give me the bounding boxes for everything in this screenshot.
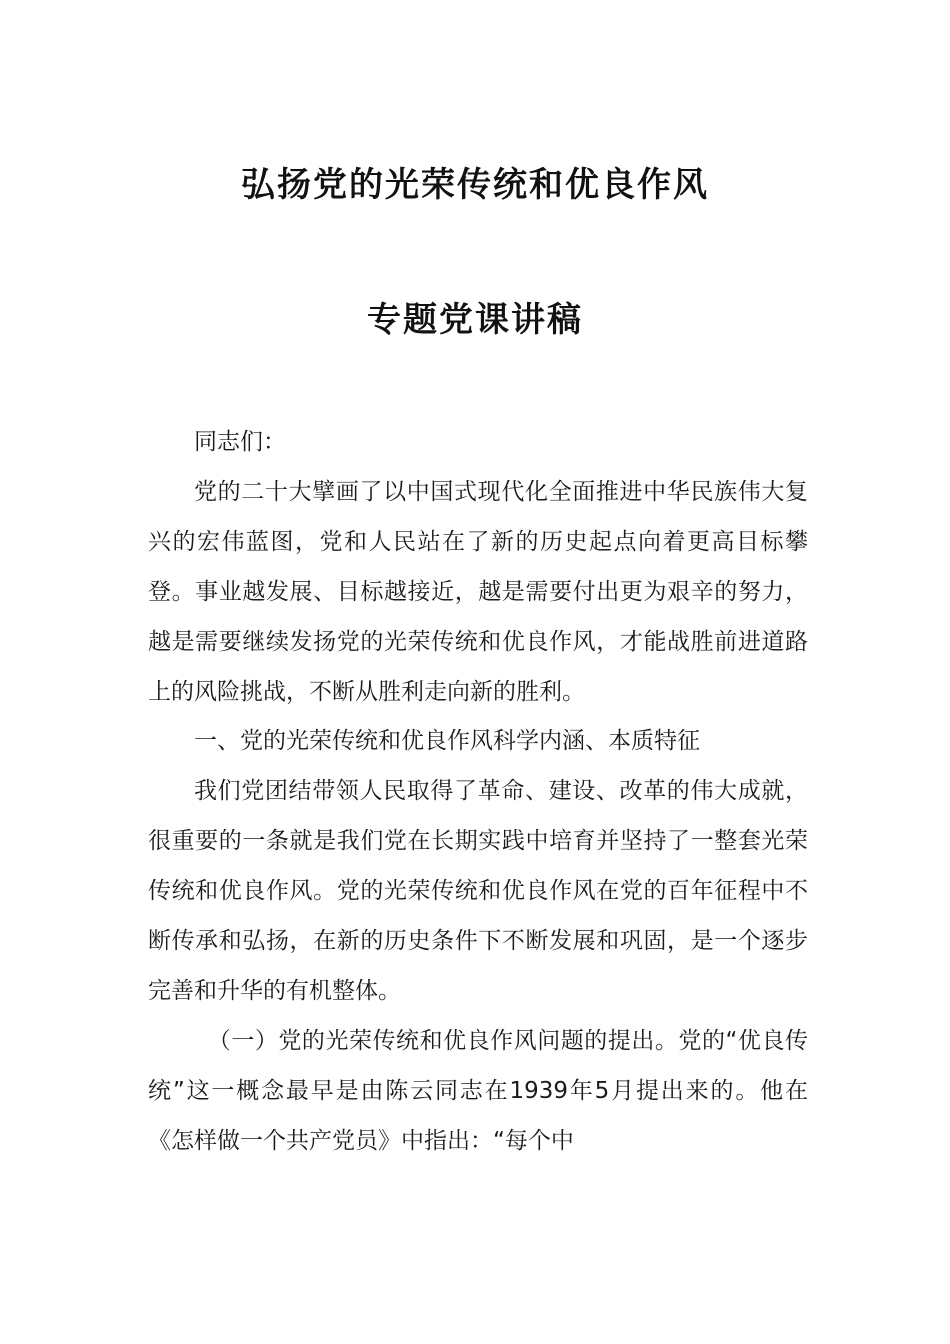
subsection-paragraph: （一）党的光荣传统和优良作风问题的提出。党的“优良传统”这一概念最早是由陈云同志在1939年5月提出来的。他在《怎样做一个共产党员》中指出：“每个中 xyxy=(148,1027,808,1154)
paragraph: 我们党团结带领人民取得了革命、建设、改革的伟大成就，很重要的一条就是我们党在长期实践中培育并坚持了一整套光荣传统和优良作风。党的光荣传统和优良作风在党的百年征程中不断传承和弘扬，在新的历史条件下不断发展和巩固，是一个逐步完善和升华的有机整体。 xyxy=(148,778,808,1004)
document-subtitle: 专题党课讲稿 xyxy=(367,300,583,340)
section-heading: 一、党的光荣传统和优良作风科学内涵、本质特征 xyxy=(194,728,700,755)
document-title: 弘扬党的光荣传统和优良作风 xyxy=(241,165,709,205)
document-body xyxy=(148,418,808,1167)
paragraph: 党的二十大擘画了以中国式现代化全面推进中华民族伟大复兴的宏伟蓝图，党和人民站在了新的历史起点向着更高目标攀登。事业越发展、目标越接近，越是需要付出更为艰辛的努力，越是需要继续发扬党的光荣传统和优良作风，才能战胜前进道路上的风险挑战，不断从胜利走向新的胜利。 xyxy=(148,478,808,705)
salutation: 同志们： xyxy=(194,429,286,455)
